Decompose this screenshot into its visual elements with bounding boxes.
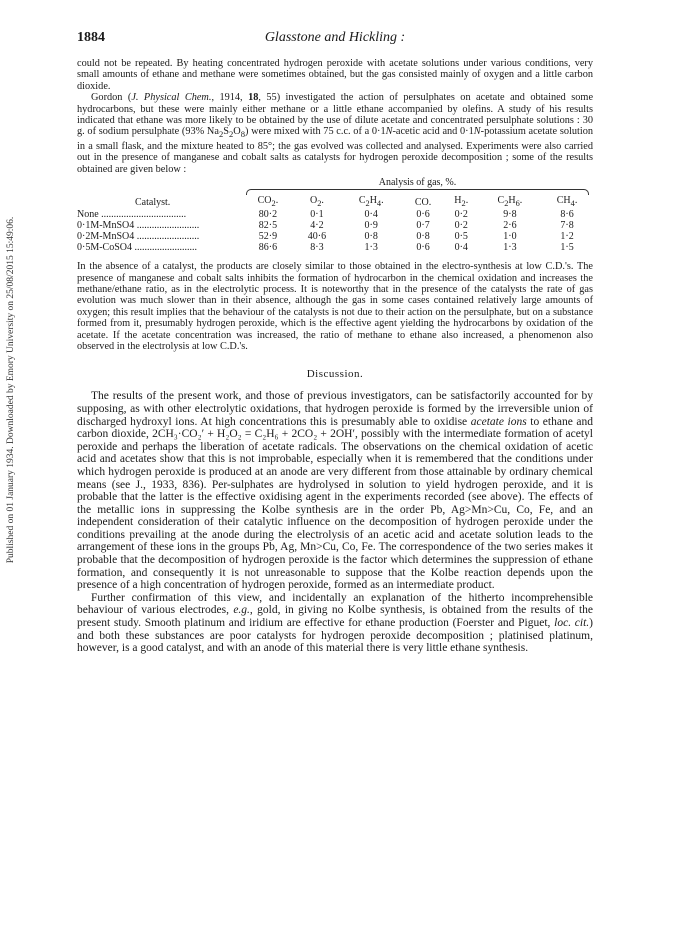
value-cell: 9·8 bbox=[503, 209, 517, 221]
paragraph-1: could not be repeated. By heating concentrated hydrogen peroxide with acetate solutions under various conditions, very small amounts of ethane and methane were sometimes obtained, but the gas consisted mainly of oxygen and a little carbon dioxide. bbox=[77, 58, 593, 92]
catalyst-header: Catalyst. bbox=[135, 196, 171, 208]
table-row bbox=[77, 209, 593, 220]
value-cell: 0·4 bbox=[454, 242, 468, 254]
value-cell: 52·9 bbox=[258, 231, 278, 243]
paragraph-3: In the absence of a catalyst, the products are closely similar to those obtained in the electro-synthesis at low C.D.'s. The presence of manganese and cobalt salts inhibits the formation of hydrocarbon in the chemical oxidation and increases the methane/ethane ratio, as in the electrolytic process. It is noteworthy that in the presence of the catalysts the rate of gas evolution was much slower than in their absence, although the gas in some cases contained relatively large amounts of oxygen; this result implies that the behaviour of the catalysts is not due to their action on the persulphate, but on a substance formed from it, presumably hydrogen peroxide, which is the effective agent yielding the hydrocarbons by oxidation of the acetate. If the acetate concentration was increased, the ratio of methane to ethane also increased, a phenomenon also observed in the electrolysis at low C.D.'s. bbox=[77, 261, 593, 352]
value-cell: 1·3 bbox=[364, 242, 378, 254]
value-cell: 0·6 bbox=[416, 209, 430, 221]
discussion-heading: Discussion. bbox=[306, 368, 364, 381]
discussion-section bbox=[77, 390, 593, 654]
value-cell: 0·5 bbox=[454, 231, 468, 243]
column-header: $O_2$. bbox=[309, 195, 324, 209]
value-cell: 4·2 bbox=[310, 220, 324, 232]
paragraph-5: Further confirmation of this view, and incidentally an explanation of the hitherto incomprehensible behaviour of various electrodes, e.g., gold, in giving no Kolbe synthesis, is obtained from the results of the present study. Smooth platinum and iridium are effective for ethane production (Foerster and Piguet, loc. cit.) and both these substances are poor catalysts for hydrogen peroxide decomposition ; platinised platinum, however, is a good catalyst, and with an anode of this material there is very little ethane synthesis. bbox=[77, 591, 593, 655]
column-header: $H_2$. bbox=[454, 195, 469, 209]
value-cell: 0·4 bbox=[364, 209, 378, 221]
analysis-label: Analysis of gas, %. bbox=[378, 177, 457, 189]
running-head: Glasstone and Hickling : bbox=[264, 30, 406, 45]
page-body bbox=[77, 30, 593, 655]
value-cell: 0·2 bbox=[454, 220, 468, 232]
gas-analysis-table bbox=[77, 177, 593, 253]
paragraph-2: Gordon (J. Physical Chem., 1914, 18, 55) investigated the action of persulphates on acetate and obtained some hydrocarbons, but these were mainly either methane or a little ethane accompanied by olefins. A study of his results indicated that ethane was more likely to be obtained by the use of dilute acetate and concentrated persulphate solutions : 30 g. of sodium persulphate (93% $Na_2S_2O_8$) were mixed with 75 c.c. of a 0·1N-acetic acid and 0·1N-potassium acetate solution in a small flask, and the mixture heated to 85°; the gas evolved was collected and analysed. Experiments were also carried out in the presence of manganese and cobalt salts as catalysts for hydrogen peroxide decomposition ; some of the results obtained are given below : bbox=[77, 92, 594, 175]
small-text-section bbox=[77, 58, 593, 352]
value-cell: 0·8 bbox=[416, 231, 430, 243]
value-cell: 1·2 bbox=[560, 231, 574, 243]
value-cell: 1·0 bbox=[503, 231, 517, 243]
column-header: $CH_4$. bbox=[556, 195, 578, 209]
value-cell: 0·8 bbox=[364, 231, 378, 243]
column-header: CO. bbox=[414, 196, 432, 208]
column-header: $CO_2$. bbox=[257, 195, 279, 209]
catalyst-cell: 0·1M-MnSO4 ......................... bbox=[77, 220, 200, 232]
page-header bbox=[77, 30, 593, 50]
value-cell: 0·6 bbox=[416, 242, 430, 254]
value-cell: 0·9 bbox=[364, 220, 378, 232]
page-number: 1884 bbox=[77, 30, 105, 45]
value-cell: 2·6 bbox=[503, 220, 517, 232]
table-row bbox=[77, 231, 593, 242]
value-cell: 82·5 bbox=[258, 220, 278, 232]
table-header-row bbox=[77, 195, 593, 209]
paragraph-4: The results of the present work, and those of previous investigators, can be satisfactorily accounted for by supposing, as with other electrolytic oxidations, that hydrogen peroxide is formed by the irreversible union of discharged hydroxyl ions. At high concentrations this is presumably able to oxidise acetate ions to ethane and carbon dioxide, 2CH₃·CO₂′ + H₂O₂ = C₂H₆ + 2CO₂ + 2OH′, possibly with the intermediate formation of acetyl peroxide and perhaps the liberation of acetate radicals. The observations on the chemical oxidation of acetic acid and acetates show that this is not improbable, especially when it is remembered that the conditions under which hydrogen peroxide is produced at an anode are very different from those attainable by ordinary chemical means (see J., 1933, 836). Per-sulphates are hydrolysed in solution to yield hydrogen peroxide, and it is probable that the latter is the effective oxidising agent in the experiments recorded (see above). The effects of the metallic ions in suppressing the Kolbe synthesis are in the order Pb, Ag>Mn>Cu, Co, Fe, and an independent consideration of their catalytic influence on the decomposition of hydrogen peroxide under the conditions prevailing at the anode during the electrolysis of an acetic acid and acetate solution leads to the arrangement of these ions in the groups Pb, Ag, Mn>Cu, Co, Fe. The correspondence of the two series makes it probable that the decomposition of hydrogen peroxide is the factor which determines the suppression of ethane formation, and consequently it is not unreasonable to suppose that the Kolbe reaction depends upon the presence of a high concentration of hydrogen peroxide, formed as an intermediate product. bbox=[77, 390, 593, 592]
catalyst-cell: 0·5M-CoSO4 ......................... bbox=[77, 242, 198, 254]
table-group-header bbox=[242, 177, 593, 195]
value-cell: 40·6 bbox=[307, 231, 327, 243]
download-notice bbox=[4, 180, 18, 600]
value-cell: 86·6 bbox=[258, 242, 278, 254]
catalyst-cell: None .................................. bbox=[77, 209, 187, 221]
column-header: $C_2H_6$. bbox=[497, 195, 523, 209]
table-row bbox=[77, 242, 593, 253]
download-notice-text: Published on 01 January 1934. Downloaded by Emory University on 25/08/2015 15:49:06. bbox=[6, 216, 16, 564]
value-cell: 0·1 bbox=[310, 209, 324, 221]
value-cell: 0·2 bbox=[454, 209, 468, 221]
column-header: $C_2H_4$. bbox=[358, 195, 384, 209]
value-cell: 7·8 bbox=[560, 220, 574, 232]
value-cell: 0·7 bbox=[416, 220, 430, 232]
value-cell: 1·5 bbox=[560, 242, 574, 254]
value-cell: 80·2 bbox=[258, 209, 278, 221]
catalyst-cell: 0·2M-MnSO4 ......................... bbox=[77, 231, 200, 243]
value-cell: 8·6 bbox=[560, 209, 574, 221]
value-cell: 8·3 bbox=[310, 242, 324, 254]
table-row bbox=[77, 220, 593, 231]
value-cell: 1·3 bbox=[503, 242, 517, 254]
